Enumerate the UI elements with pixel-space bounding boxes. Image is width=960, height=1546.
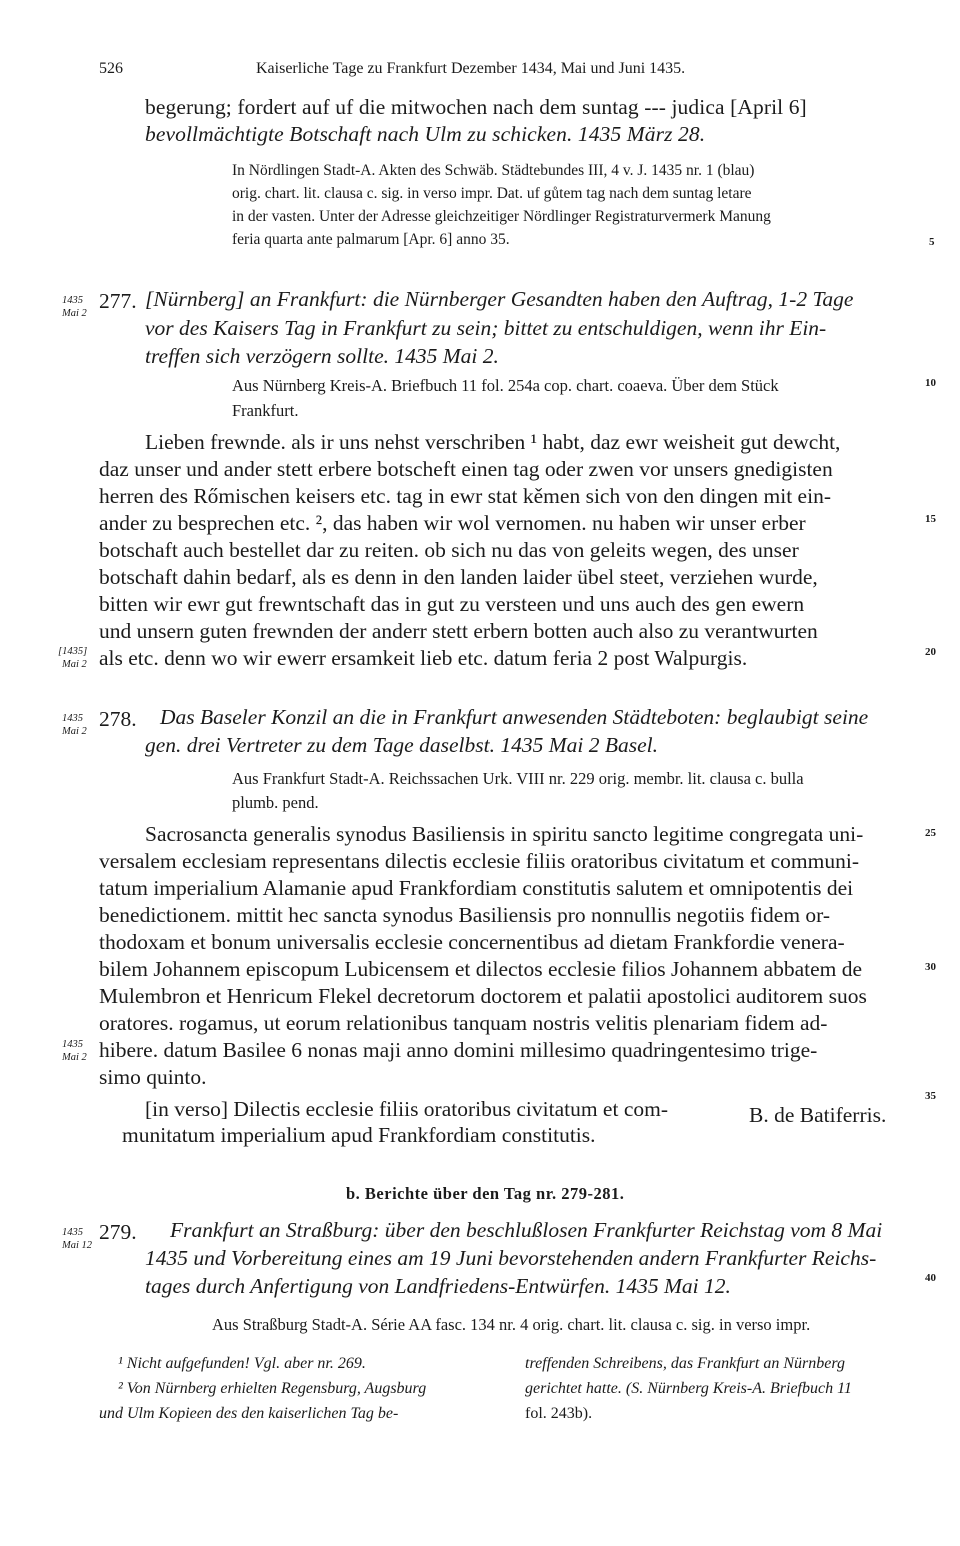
source-277-line-1: Aus Nürnberg Kreis-A. Briefbuch 11 fol. 254a cop. chart. coaeva. Über dem Stück	[232, 376, 779, 395]
body-277-line-5: botschaft auch bestellet dar zu reiten. ob sich nu das von geleits wegen, des unser	[99, 538, 799, 562]
heading-279-line-1: Frankfurt an Straßburg: über den beschlußlosen Frankfurter Reichstag vom 8 Mai	[170, 1218, 883, 1242]
body-277-line-4: ander zu besprechen etc. ², das haben wir wol vernomen. nu haben wir unser erber	[99, 511, 806, 535]
line-number-30: 30	[925, 961, 936, 973]
source-277-line-2: Frankfurt.	[232, 401, 299, 420]
line-number-10: 10	[925, 377, 936, 389]
body-278-line-7: Mulembron et Henricum Flekel decretorum doctorem et palatii apostolici auditorem suos	[99, 984, 867, 1008]
intro-source-line-1: In Nördlingen Stadt-A. Akten des Schwäb. Städtebundes III, 4 v. J. 1435 nr. 1 (blau)	[232, 162, 755, 179]
document-number-277: 277.	[99, 289, 137, 313]
intro-source-line-2: orig. chart. lit. clausa c. sig. in verso impr. Dat. uf gůtem tag nach dem suntag letare	[232, 185, 752, 202]
margin-date-278: 1435 Mai 2	[62, 713, 87, 737]
running-title: Kaiserliche Tage zu Frankfurt Dezember 1434, Mai und Juni 1435.	[256, 60, 686, 77]
source-278-line-2: plumb. pend.	[232, 793, 319, 812]
document-number-279: 279.	[99, 1220, 137, 1244]
intro-source-line-4: feria quarta ante palmarum [Apr. 6] anno 35.	[232, 231, 510, 248]
intro-line-1: begerung; fordert auf uf die mitwochen nach dem suntag --- judica [April 6]	[145, 95, 807, 119]
body-277-line-9: als etc. denn wo wir ewerr ersamkeit lieb etc. datum feria 2 post Walpurgis.	[99, 646, 748, 670]
body-278-line-2: versalem ecclesiam representans dilectis ecclesie filiis oratoribus civitatum et communi-	[99, 849, 859, 873]
body-278-line-10: simo quinto.	[99, 1065, 207, 1089]
margin-date-277: 1435 Mai 2	[62, 295, 87, 319]
footnote-left-3: und Ulm Kopieen des den kaiserlichen Tag be-	[99, 1405, 399, 1422]
source-278-line-1: Aus Frankfurt Stadt-A. Reichssachen Urk. VIII nr. 229 orig. membr. lit. clausa c. bulla	[232, 769, 804, 788]
body-278-line-5: thodoxam et bonum universalis ecclesie concernentibus ad dietam Frankfordie venera-	[99, 930, 845, 954]
page-number: 526	[99, 60, 123, 77]
source-279: Aus Straßburg Stadt-A. Série AA fasc. 134 nr. 4 orig. chart. lit. clausa c. sig. in verso impr.	[212, 1315, 811, 1334]
body-278-line-4: benedictionem. mittit hec sancta synodus Basiliensis pro nonnullis negotiis fidem or-	[99, 903, 831, 927]
body-278-line-3: tatum imperialium Alamanie apud Frankfordiam constitutis salutem et omnipotentis dei	[99, 876, 854, 900]
heading-277-line-2: vor des Kaisers Tag in Frankfurt zu sein; bittet zu entschuldigen, wenn ihr Ein-	[145, 316, 827, 340]
heading-279-line-3: tages durch Anfertigung von Landfriedens-Entwürfen. 1435 Mai 12.	[145, 1274, 731, 1298]
heading-277-line-3: treffen sich verzögern sollte. 1435 Mai 2.	[145, 344, 499, 368]
margin-date-277-end: [1435] Mai 2	[58, 646, 88, 670]
body-277-line-7: bitten wir ewr gut frewntschaft das in gut zu versteen und uns auch des gen ewern	[99, 592, 805, 616]
line-number-20: 20	[925, 646, 936, 658]
line-number-15: 15	[925, 513, 936, 525]
verso-line-1: [in verso] Dilectis ecclesie filiis oratoribus civitatum et com-	[145, 1097, 669, 1121]
heading-278-line-2: gen. drei Vertreter zu dem Tage daselbst. 1435 Mai 2 Basel.	[145, 733, 658, 757]
heading-277-line-1: [Nürnberg] an Frankfurt: die Nürnberger Gesandten haben den Auftrag, 1-2 Tage	[145, 287, 854, 311]
intro-source-line-3: in der vasten. Unter der Adresse gleichzeitiger Nördlinger Registraturvermerk Manung	[232, 208, 771, 225]
signature: B. de Batiferris.	[749, 1103, 887, 1127]
body-278-line-8: oratores. rogamus, ut eorum relationibus tanquam nostris velitis plenariam fidem ad-	[99, 1011, 828, 1035]
heading-279-line-2: 1435 und Vorbereitung eines am 19 Juni bevorstehenden andern Frankfurter Reichs-	[145, 1246, 877, 1270]
line-number-25: 25	[925, 827, 936, 839]
footnote-right-3: fol. 243b).	[525, 1405, 593, 1422]
body-277-line-3: herren des Rőmischen keisers etc. tag in ewr stat kěmen sich von den dingen mit ein-	[99, 484, 831, 508]
margin-date-279: 1435 Mai 12	[62, 1227, 93, 1251]
verso-line-2: munitatum imperialium apud Frankfordiam constitutis.	[122, 1123, 596, 1147]
intro-line-2: bevollmächtigte Botschaft nach Ulm zu schicken. 1435 März 28.	[145, 122, 706, 146]
body-278-line-9: hibere. datum Basilee 6 nonas maji anno domini millesimo quadringentesimo trige-	[99, 1038, 818, 1062]
body-278-line-1: Sacrosancta generalis synodus Basiliensis in spiritu sancto legitime congregata uni-	[145, 822, 864, 846]
footnote-left-2: ² Von Nürnberg erhielten Regensburg, Augsburg	[118, 1380, 427, 1397]
document-number-278: 278.	[99, 707, 137, 731]
line-number-40: 40	[925, 1272, 936, 1284]
footnote-right-2: gerichtet hatte. (S. Nürnberg Kreis-A. Briefbuch 11	[525, 1380, 852, 1397]
footnote-right-1: treffenden Schreibens, das Frankfurt an Nürnberg	[525, 1355, 845, 1372]
body-277-line-1: Lieben frewnde. als ir uns nehst verschriben ¹ habt, daz ewr weisheit gut dewcht,	[145, 430, 841, 454]
line-number-5: 5	[929, 236, 935, 248]
section-heading: b. Berichte über den Tag nr. 279-281.	[346, 1184, 625, 1203]
heading-278-line-1: Das Baseler Konzil an die in Frankfurt anwesenden Städteboten: beglaubigt seine	[160, 705, 869, 729]
margin-date-278-end: 1435 Mai 2	[62, 1039, 87, 1063]
body-278-line-6: bilem Johannem episcopum Lubicensem et dilectos ecclesie filios Johannem abbatem de	[99, 957, 863, 981]
body-277-line-8: und unsern guten frewnden der anderr stett erbern botten auch also zu verantwurten	[99, 619, 818, 643]
footnote-left-1: ¹ Nicht aufgefunden! Vgl. aber nr. 269.	[118, 1355, 366, 1372]
line-number-35: 35	[925, 1090, 936, 1102]
body-277-line-2: daz unser und ander stett erbere botscheft einen tag oder zwen vor unsers gnedigisten	[99, 457, 833, 481]
body-277-line-6: botschaft dahin bedarf, als es denn in den landen laider übel steet, verziehen wurde,	[99, 565, 818, 589]
